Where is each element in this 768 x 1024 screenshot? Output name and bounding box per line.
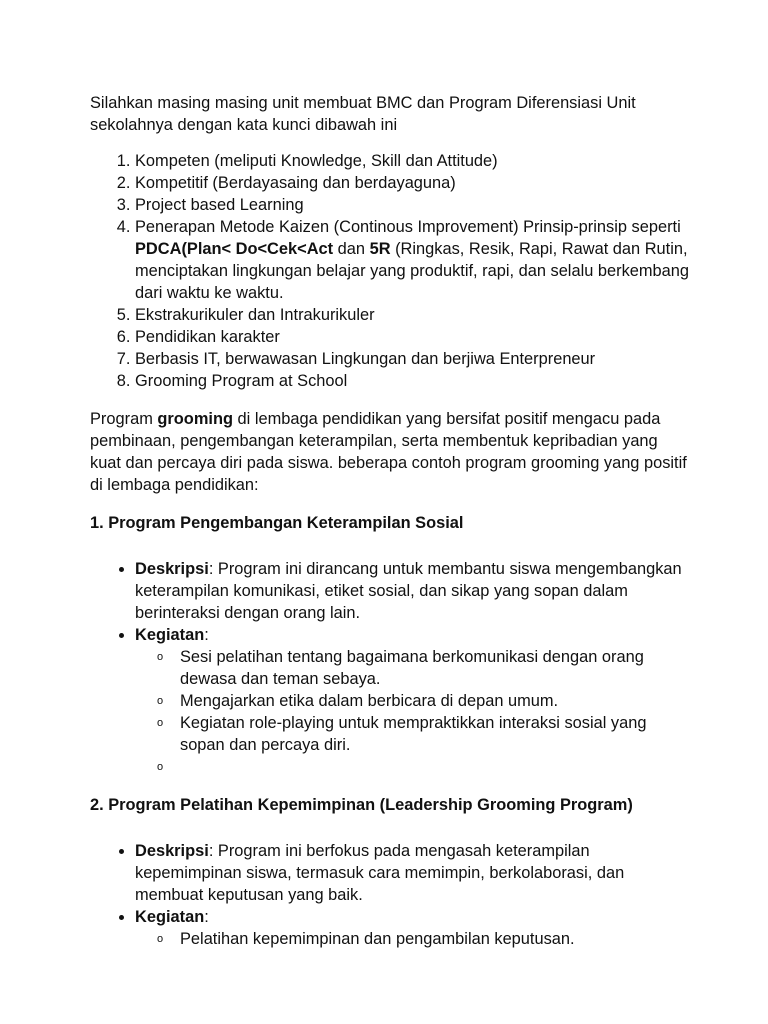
activities-item [135,624,690,778]
document-page [90,92,690,966]
activity-item [157,646,690,690]
section-heading: 1. Program Pengembangan Keterampilan Sosial [90,514,464,532]
activity-item-empty [157,756,690,778]
section-bullet-list [90,558,690,778]
key-point-text: (Ringkas, Resik, Rapi, Rawat dan Rutin, menciptakan lingkungan belajar yang produktif, rapi, dan selalu berkembang dari waktu ke waktu. [135,240,689,302]
activity-text: Pelatihan kepemimpinan dan pengambilan keputusan. [180,930,575,948]
activity-item [157,690,690,712]
section-heading: 2. Program Pelatihan Kepemimpinan (Leadership Grooming Program) [90,796,633,814]
paragraph-bold: grooming [157,410,233,428]
description-label: Deskripsi [135,560,209,578]
key-points-list [90,150,690,392]
activities-sublist [135,928,690,950]
key-point-item: 3. Project based Learning [135,194,690,216]
description-item [135,840,690,906]
description-text: : Program ini berfokus pada mengasah keterampilan kepemimpinan siswa, termasuk cara memimpin, berkolaborasi, dan membuat keputusan yang baik. [135,842,625,904]
key-point-item: 5. Ekstrakurikuler dan Intrakurikuler [135,304,690,326]
description-text: : Program ini dirancang untuk membantu siswa mengembangkan keterampilan komunikasi, etiket sosial, dan sikap yang sopan dalam berinteraksi dengan orang lain. [135,560,682,622]
key-point-item: 8. Grooming Program at School [135,370,690,392]
paragraph-text: di lembaga pendidikan yang bersifat positif mengacu pada pembinaan, pengembangan keterampilan, serta membentuk kepribadian yang kuat dan percaya diri pada siswa. beberapa contoh program grooming yang positif di lembaga pendidikan: [90,410,687,494]
description-item [135,558,690,624]
activity-item [157,928,690,950]
activities-label: Kegiatan [135,626,205,644]
description-label: Deskripsi [135,842,209,860]
sub-bullet-marker: o [157,695,164,707]
key-point-item: 6. Pendidikan karakter [135,326,690,348]
key-point-text: dan [333,240,370,258]
activities-sublist [135,646,690,778]
activities-item [135,906,690,950]
section-bullet-list [90,840,690,950]
intro-paragraph: Silahkan masing masing unit membuat BMC dan Program Diferensiasi Unit sekolahnya dengan kata kunci dibawah ini [90,94,636,134]
activity-text: Mengajarkan etika dalam berbicara di depan umum. [180,692,559,710]
paragraph-text: Program [90,410,158,428]
activity-item [157,712,690,756]
grooming-paragraph [90,408,690,496]
activities-colon: : [204,626,209,644]
sub-bullet-marker: o [157,761,164,773]
activities-colon: : [204,908,209,926]
key-point-bold: 5R [369,240,391,258]
key-point-item: 1. Kompeten (meliputi Knowledge, Skill dan Attitude) [135,150,690,172]
activity-text: Kegiatan role-playing untuk mempraktikkan interaksi sosial yang sopan dan percaya diri. [180,714,647,754]
key-point-bold: PDCA(Plan< Do<Cek<Act [135,240,334,258]
sub-bullet-marker: o [157,717,164,729]
key-point-item [135,216,690,304]
key-point-item: 2. Kompetitif (Berdayasaing dan berdayaguna) [135,172,690,194]
activities-label: Kegiatan [135,908,205,926]
activity-text: Sesi pelatihan tentang bagaimana berkomunikasi dengan orang dewasa dan teman sebaya. [180,648,644,688]
sub-bullet-marker: o [157,651,164,663]
sub-bullet-marker: o [157,933,164,945]
key-point-text: Penerapan Metode Kaizen (Continous Improvement) Prinsip-prinsip seperti [135,218,681,236]
key-point-item: 7. Berbasis IT, berwawasan Lingkungan dan berjiwa Enterpreneur [135,348,690,370]
